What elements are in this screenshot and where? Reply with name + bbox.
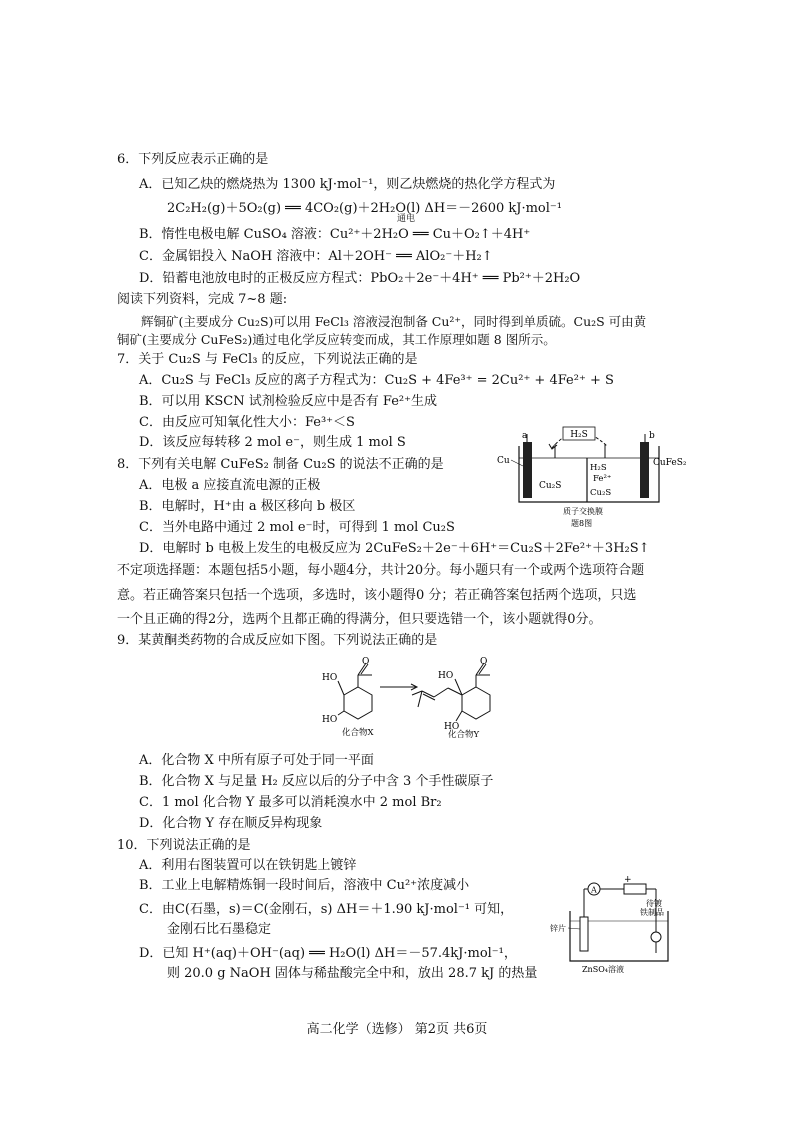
q9-option-c: C．1 mol 化合物 Y 最多可以消耗溴水中 2 mol Br₂ [139, 795, 442, 810]
q9-option-a: A．化合物 X 中所有原子可处于同一平面 [139, 753, 374, 768]
fig8-cu2s-left-label: Cu₂S [539, 481, 562, 491]
q10-stem: 10．下列说法正确的是 [117, 838, 251, 853]
q7-option-b: B．可以用 KSCN 试剂检验反应中是否有 Fe²⁺生成 [139, 394, 437, 409]
q7-option-a: A．Cu₂S 与 FeCl₃ 反应的离子方程式为：Cu₂S + 4Fe³⁺ = 2Cu²⁺ + 4Fe²⁺ + S [139, 373, 614, 388]
fig10-key-label-line-2: 铁制品 [640, 908, 664, 917]
fig8-caption: 题8图 [571, 519, 593, 528]
q9-stem: 9．某黄酮类药物的合成反应如下图。下列说法正确的是 [117, 633, 438, 648]
q10-option-c-continued: 金刚石比石墨稳定 [167, 922, 272, 937]
fig8-label-a: a [522, 431, 528, 441]
reading-paragraph-line-2: 铜矿(主要成分 CuFeS₂)通过电化学反应转变而成，其工作原理如题 8 图所示。 [117, 332, 556, 347]
q9-option-d: D．化合物 Y 存在顺反异构现象 [139, 816, 323, 831]
q8-stem: 8．下列有关电解 CuFeS₂ 制备 Cu₂S 的说法不正确的是 [117, 457, 444, 472]
fig10-key-label-line-1: 待镀 [646, 899, 662, 908]
figure-8-electrolysis-cell [497, 418, 687, 530]
q10-option-d-continued: 则 20.0 g NaOH 固体与稀盐酸完全中和，放出 28.7 kJ 的热量 [167, 966, 538, 981]
fig10-ammeter: A [591, 885, 597, 895]
q7-stem: 7．关于 Cu₂S 与 FeCl₃ 的反应，下列说法正确的是 [117, 352, 418, 367]
q10-option-a: A．利用右图装置可以在铁钥匙上镀锌 [139, 858, 357, 873]
fig8-membrane-label: 质子交换膜 [563, 507, 603, 516]
fig9-y-hydroxyl-top: HO [438, 671, 454, 681]
q7-option-d: D．该反应每转移 2 mol e⁻，则生成 1 mol S [139, 435, 406, 450]
q8-option-a: A．电极 a 应接直流电源的正极 [139, 478, 321, 493]
fig9-compound-y-label: 化合物Y [448, 730, 480, 740]
fig9-x-hydroxyl-bottom: HO [322, 715, 338, 725]
q10-option-c: C．由C(石墨，s)＝C(金刚石，s) ΔH＝＋1.90 kJ·mol⁻¹ 可知， [139, 902, 514, 917]
fig8-cufes2-label: CuFeS₂ [653, 458, 687, 468]
q8-option-b: B．电解时，H⁺由 a 极区移向 b 极区 [139, 499, 356, 514]
q8-option-d: D．电解时 b 电极上发生的电极反应为 2CuFeS₂＋2e⁻＋6H⁺＝Cu₂S＋2Fe²⁺＋3H₂S↑ [139, 541, 650, 556]
reading-paragraph-line-1: 辉铜矿(主要成分 Cu₂S)可以用 FeCl₃ 溶液浸泡制备 Cu²⁺，同时得到单质硫。Cu₂S 可由黄 [141, 314, 647, 329]
section2-instruction-line-1: 不定项选择题：本题包括5小题，每小题4分，共计20分。每小题只有一个或两个选项符合题 [117, 563, 645, 578]
fig8-cu2s-label: Cu₂S [590, 488, 612, 498]
q9-option-b: B．化合物 X 与足量 H₂ 反应以后的分子中含 3 个手性碳原子 [139, 774, 494, 789]
section2-instruction-line-3: 一个且正确的得2分，选两个且都正确的得满分，但只要选错一个，该小题就得0分。 [117, 612, 602, 627]
q10-option-d: D．已知 H⁺(aq)＋OH⁻(aq) ══ H₂O(l) ΔH＝－57.4kJ·mol⁻¹， [139, 946, 517, 961]
fig9-x-carbonyl-o: O [362, 657, 370, 667]
fig10-zinc-label: 锌片 [550, 924, 566, 933]
section2-instruction-line-2: 意。若正确答案只包括一个选项，多选时，该小题得0 分；若正确答案包括两个选项，只选 [117, 588, 637, 603]
q8-option-c: C．当外电路中通过 2 mol e⁻时，可得到 1 mol Cu₂S [139, 520, 455, 535]
figure-10-electroplating-apparatus [550, 873, 685, 975]
fig9-compound-x-label: 化合物X [342, 728, 374, 738]
fig9-x-hydroxyl-top: HO [322, 673, 338, 683]
q6-option-c: C．金属铝投入 NaOH 溶液中：Al＋2OH⁻ ══ AlO₂⁻＋H₂↑ [139, 249, 493, 264]
q6-option-a: A．已知乙炔的燃烧热为 1300 kJ·mol⁻¹，则乙炔燃烧的热化学方程式为 [139, 177, 556, 192]
fig8-fe2-label: Fe²⁺ [593, 474, 612, 484]
q10-option-b: B．工业上电解精炼铜一段时间后，溶液中 Cu²⁺浓度减小 [139, 878, 470, 893]
q6-stem: 6．下列反应表示正确的是 [117, 152, 269, 167]
fig9-y-hydroxyl-bottom: HO [444, 722, 460, 732]
q6-option-b-condition: 通电 [397, 214, 416, 224]
figure-9-synthesis-reaction [318, 655, 534, 740]
fig10-solution-label: ZnSO₄溶液 [582, 965, 624, 974]
q6-option-b: B．惰性电极电解 CuSO₄ 溶液：Cu²⁺＋2H₂O ══ Cu＋O₂↑＋4H⁺ [139, 227, 531, 242]
fig8-h2s-label: H₂S [590, 463, 607, 473]
fig8-label-b: b [649, 431, 655, 441]
fig10-plus-sign: + [624, 875, 632, 885]
fig8-h2s-top-label: H₂S [570, 430, 588, 440]
page-footer: 高二化学（选修） 第2页 共6页 [306, 1022, 488, 1037]
q7-option-c: C．由反应可知氧化性大小：Fe³⁺＜S [139, 415, 355, 430]
q6-option-d: D．铅蓄电池放电时的正极反应方程式：PbO₂＋2e⁻＋4H⁺ ══ Pb²⁺＋2H₂O [139, 271, 581, 286]
fig8-cu-label: Cu [497, 456, 510, 466]
fig9-y-carbonyl-o: O [480, 657, 488, 667]
reading-intro: 阅读下列资料，完成 7~8 题: [117, 292, 288, 307]
q6-option-a-equation: 2C₂H₂(g)＋5O₂(g) ══ 4CO₂(g)＋2H₂O(l) ΔH＝－2600 kJ·mol⁻¹ [167, 201, 562, 216]
